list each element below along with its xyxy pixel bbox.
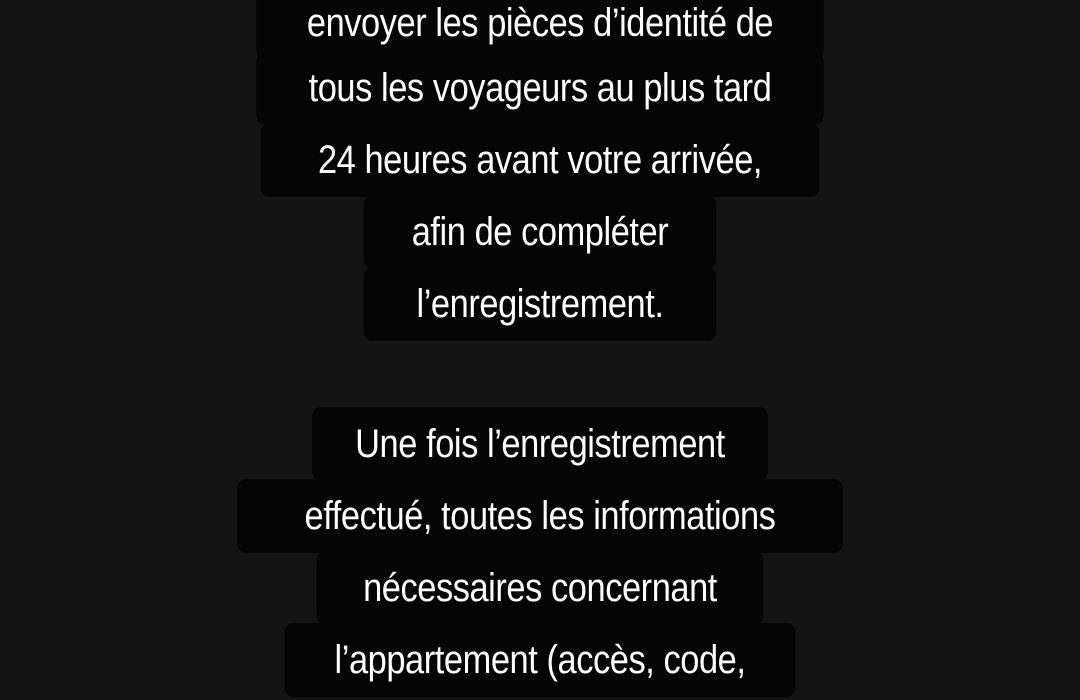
text-line: envoyer les pièces d’identité de [256,0,824,60]
text-line: Une fois l’enregistrement [312,407,768,481]
text-line: tous les voyageurs au plus tard [256,51,824,125]
text-line: l’enregistrement. [364,267,717,341]
text-line: afin de compléter [364,195,717,269]
text-line: l’appartement (accès, code, [285,623,796,697]
text-line: 24 heures avant votre arrivée, [261,123,820,197]
text-line: effectué, toutes les informations [237,479,842,553]
text-line: nécessaires concernant [316,551,763,625]
